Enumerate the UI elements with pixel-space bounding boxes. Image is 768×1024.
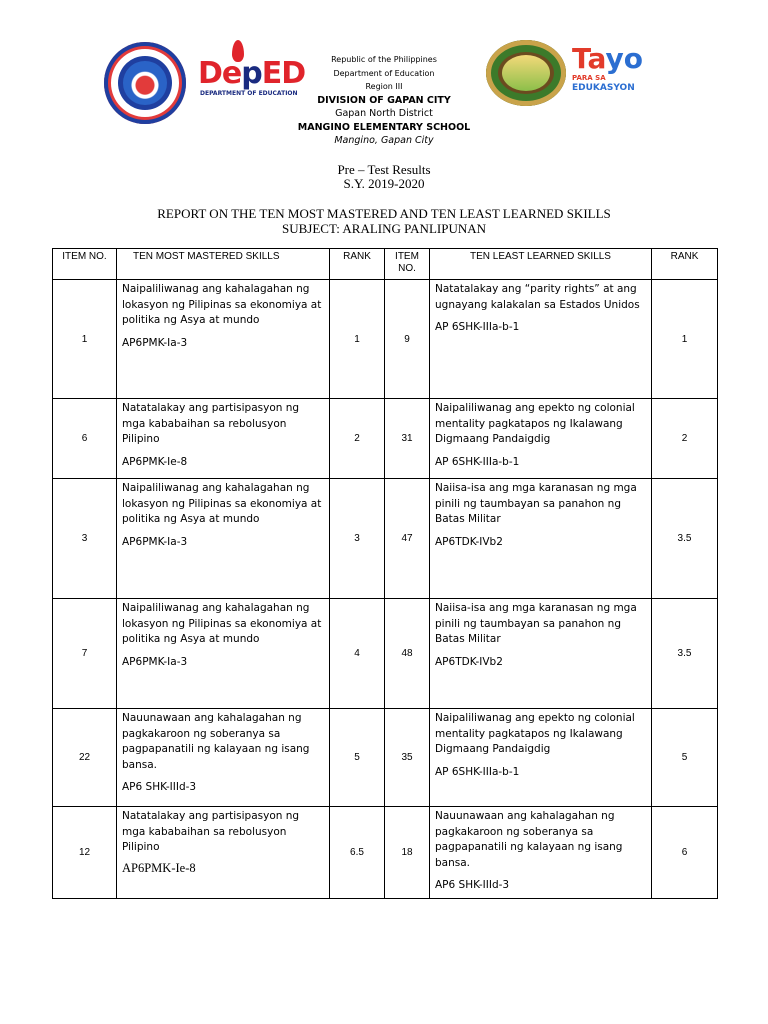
least-rank: 6 xyxy=(652,807,718,899)
mastered-skill-cell xyxy=(117,599,330,709)
item-number: 6 xyxy=(53,399,117,479)
skill-description: Naipaliliwanag ang kahalagahan ng lokasyon ng Pilipinas sa ekonomiya at politika ng Asya at mundo xyxy=(122,602,322,645)
seal-emblem-icon xyxy=(123,61,167,105)
competency-code: AP6TDK-IVb2 xyxy=(435,655,503,668)
least-rank: 1 xyxy=(652,280,718,399)
mastered-rank: 4 xyxy=(330,599,385,709)
competency-code: AP6 SHK-IIId-3 xyxy=(122,781,197,793)
mastered-skill-cell xyxy=(117,807,330,899)
least-skill-cell xyxy=(430,399,652,479)
skill-description: Natatalakay ang partisipasyon ng mga kababaihan sa rebolusyon Pilipino xyxy=(122,402,300,445)
mastered-skill-cell xyxy=(117,479,330,599)
competency-code: AP6PMK-Ia-3 xyxy=(122,655,188,668)
results-title xyxy=(0,163,768,191)
table-row xyxy=(53,399,718,479)
skill-description: Naiisa-isa ang mga karanasan ng mga pinili ng taumbayan sa panahon ng Batas Militar xyxy=(435,482,637,525)
skill-description: Naipaliliwanag ang kahalagahan ng lokasyon ng Pilipinas sa ekonomiya at politika ng Asya at mundo xyxy=(122,482,322,525)
competency-code: AP 6SHK-IIIa-b-1 xyxy=(435,321,520,333)
least-skill-cell xyxy=(430,599,652,709)
mastered-rank: 6.5 xyxy=(330,807,385,899)
least-rank: 2 xyxy=(652,399,718,479)
item-number: 12 xyxy=(53,807,117,899)
skill-description: Naipaliliwanag ang epekto ng colonial mentality pagkatapos ng Ikalawang Digmaang Pandaigdig xyxy=(435,712,635,755)
mastered-skill-cell xyxy=(117,709,330,807)
item-number-least: 18 xyxy=(385,807,430,899)
tayo-wordmark: Tayo xyxy=(572,42,644,75)
competency-code: AP6PMK-Ie-8 xyxy=(122,860,196,875)
deped-wordmark: DepED xyxy=(198,56,306,91)
mastered-skill-cell xyxy=(117,399,330,479)
skills-table xyxy=(52,248,718,899)
letterhead-department: Department of Education xyxy=(333,68,435,78)
least-rank: 3.5 xyxy=(652,479,718,599)
tayo-tagline: PARA SA xyxy=(572,74,606,82)
mastered-rank: 2 xyxy=(330,399,385,479)
letterhead-school: MANGINO ELEMENTARY SCHOOL xyxy=(297,121,471,133)
letterhead-republic: Republic of the Philippines xyxy=(331,55,437,64)
division-seal-logo xyxy=(104,42,186,124)
table-row xyxy=(53,599,718,709)
competency-code: AP6PMK-Ia-3 xyxy=(122,336,188,349)
skill-description: Nauunawaan ang kahalagahan ng pagkakaroon ng soberanya sa pagpapanatili ng kalayaan ng isang bansa. xyxy=(122,712,310,771)
school-year: S.Y. 2019-2020 xyxy=(343,176,425,191)
least-skill-cell xyxy=(430,807,652,899)
table-row xyxy=(53,479,718,599)
item-number: 7 xyxy=(53,599,117,709)
skill-description: Natatalakay ang “parity rights” at ang ugnayang kalakalan sa Estados Unidos xyxy=(435,283,640,311)
letterhead xyxy=(274,53,494,148)
item-number: 3 xyxy=(53,479,117,599)
competency-code: AP 6SHK-IIIa-b-1 xyxy=(435,765,520,778)
header-item-no-2: ITEM NO. xyxy=(385,249,430,280)
report-heading-line: REPORT ON THE TEN MOST MASTERED AND TEN LEAST LEARNED SKILLS xyxy=(157,206,611,221)
letterhead-district: Gapan North District xyxy=(335,108,433,119)
results-title-line: Pre – Test Results xyxy=(337,162,431,177)
header-item-no: ITEM NO. xyxy=(53,249,117,280)
tayo-tagline-2: EDUKASYON xyxy=(572,83,635,93)
competency-code: AP6PMK-Ia-3 xyxy=(122,535,188,548)
skill-description: Naipaliliwanag ang kahalagahan ng lokasyon ng Pilipinas sa ekonomiya at politika ng Asya at mundo xyxy=(122,283,322,326)
competency-code: AP 6SHK-IIIa-b-1 xyxy=(435,455,520,468)
header-rank-2: RANK xyxy=(652,249,718,280)
least-skill-cell xyxy=(430,479,652,599)
table-row xyxy=(53,709,718,807)
table-header-row xyxy=(53,249,718,280)
deped-subtitle: DEPARTMENT OF EDUCATION xyxy=(200,90,298,97)
letterhead-address: Mangino, Gapan City xyxy=(334,135,434,146)
least-rank: 5 xyxy=(652,709,718,807)
skill-description: Naipaliliwanag ang epekto ng colonial mentality pagkatapos ng Ikalawang Digmaang Pandaigdig xyxy=(435,402,635,445)
item-number-least: 47 xyxy=(385,479,430,599)
report-heading xyxy=(0,206,768,236)
item-number: 1 xyxy=(53,280,117,399)
least-skill-cell xyxy=(430,280,652,399)
item-number-least: 35 xyxy=(385,709,430,807)
tayo-logo xyxy=(572,44,654,94)
skill-description: Nauunawaan ang kahalagahan ng pagkakaroon ng soberanya sa pagpapanatili ng kalayaan ng isang bansa. xyxy=(435,810,623,869)
mastered-rank: 5 xyxy=(330,709,385,807)
school-seal-logo xyxy=(486,40,566,106)
competency-code: AP6 SHK-IIId-3 xyxy=(435,879,510,891)
item-number-least: 31 xyxy=(385,399,430,479)
school-emblem-icon xyxy=(502,55,550,91)
table-row xyxy=(53,807,718,899)
skill-description: Naiisa-isa ang mga karanasan ng mga pinili ng taumbayan sa panahon ng Batas Militar xyxy=(435,602,637,645)
report-subject: SUBJECT: ARALING PANLIPUNAN xyxy=(281,221,486,236)
least-skill-cell xyxy=(430,709,652,807)
mastered-skill-cell xyxy=(117,280,330,399)
competency-code: AP6PMK-Ie-8 xyxy=(122,455,188,468)
competency-code: AP6TDK-IVb2 xyxy=(435,535,503,548)
letterhead-region: Region III xyxy=(365,82,403,91)
mastered-rank: 3 xyxy=(330,479,385,599)
header-most-mastered: TEN MOST MASTERED SKILLS xyxy=(117,249,330,280)
mastered-rank: 1 xyxy=(330,280,385,399)
header-rank: RANK xyxy=(330,249,385,280)
table-row xyxy=(53,280,718,399)
item-number-least: 9 xyxy=(385,280,430,399)
least-rank: 3.5 xyxy=(652,599,718,709)
header-least-learned: TEN LEAST LEARNED SKILLS xyxy=(430,249,652,280)
letterhead-division: DIVISION OF GAPAN CITY xyxy=(317,94,451,106)
item-number: 22 xyxy=(53,709,117,807)
skill-description: Natatalakay ang partisipasyon ng mga kababaihan sa rebolusyon Pilipino xyxy=(122,810,300,853)
item-number-least: 48 xyxy=(385,599,430,709)
